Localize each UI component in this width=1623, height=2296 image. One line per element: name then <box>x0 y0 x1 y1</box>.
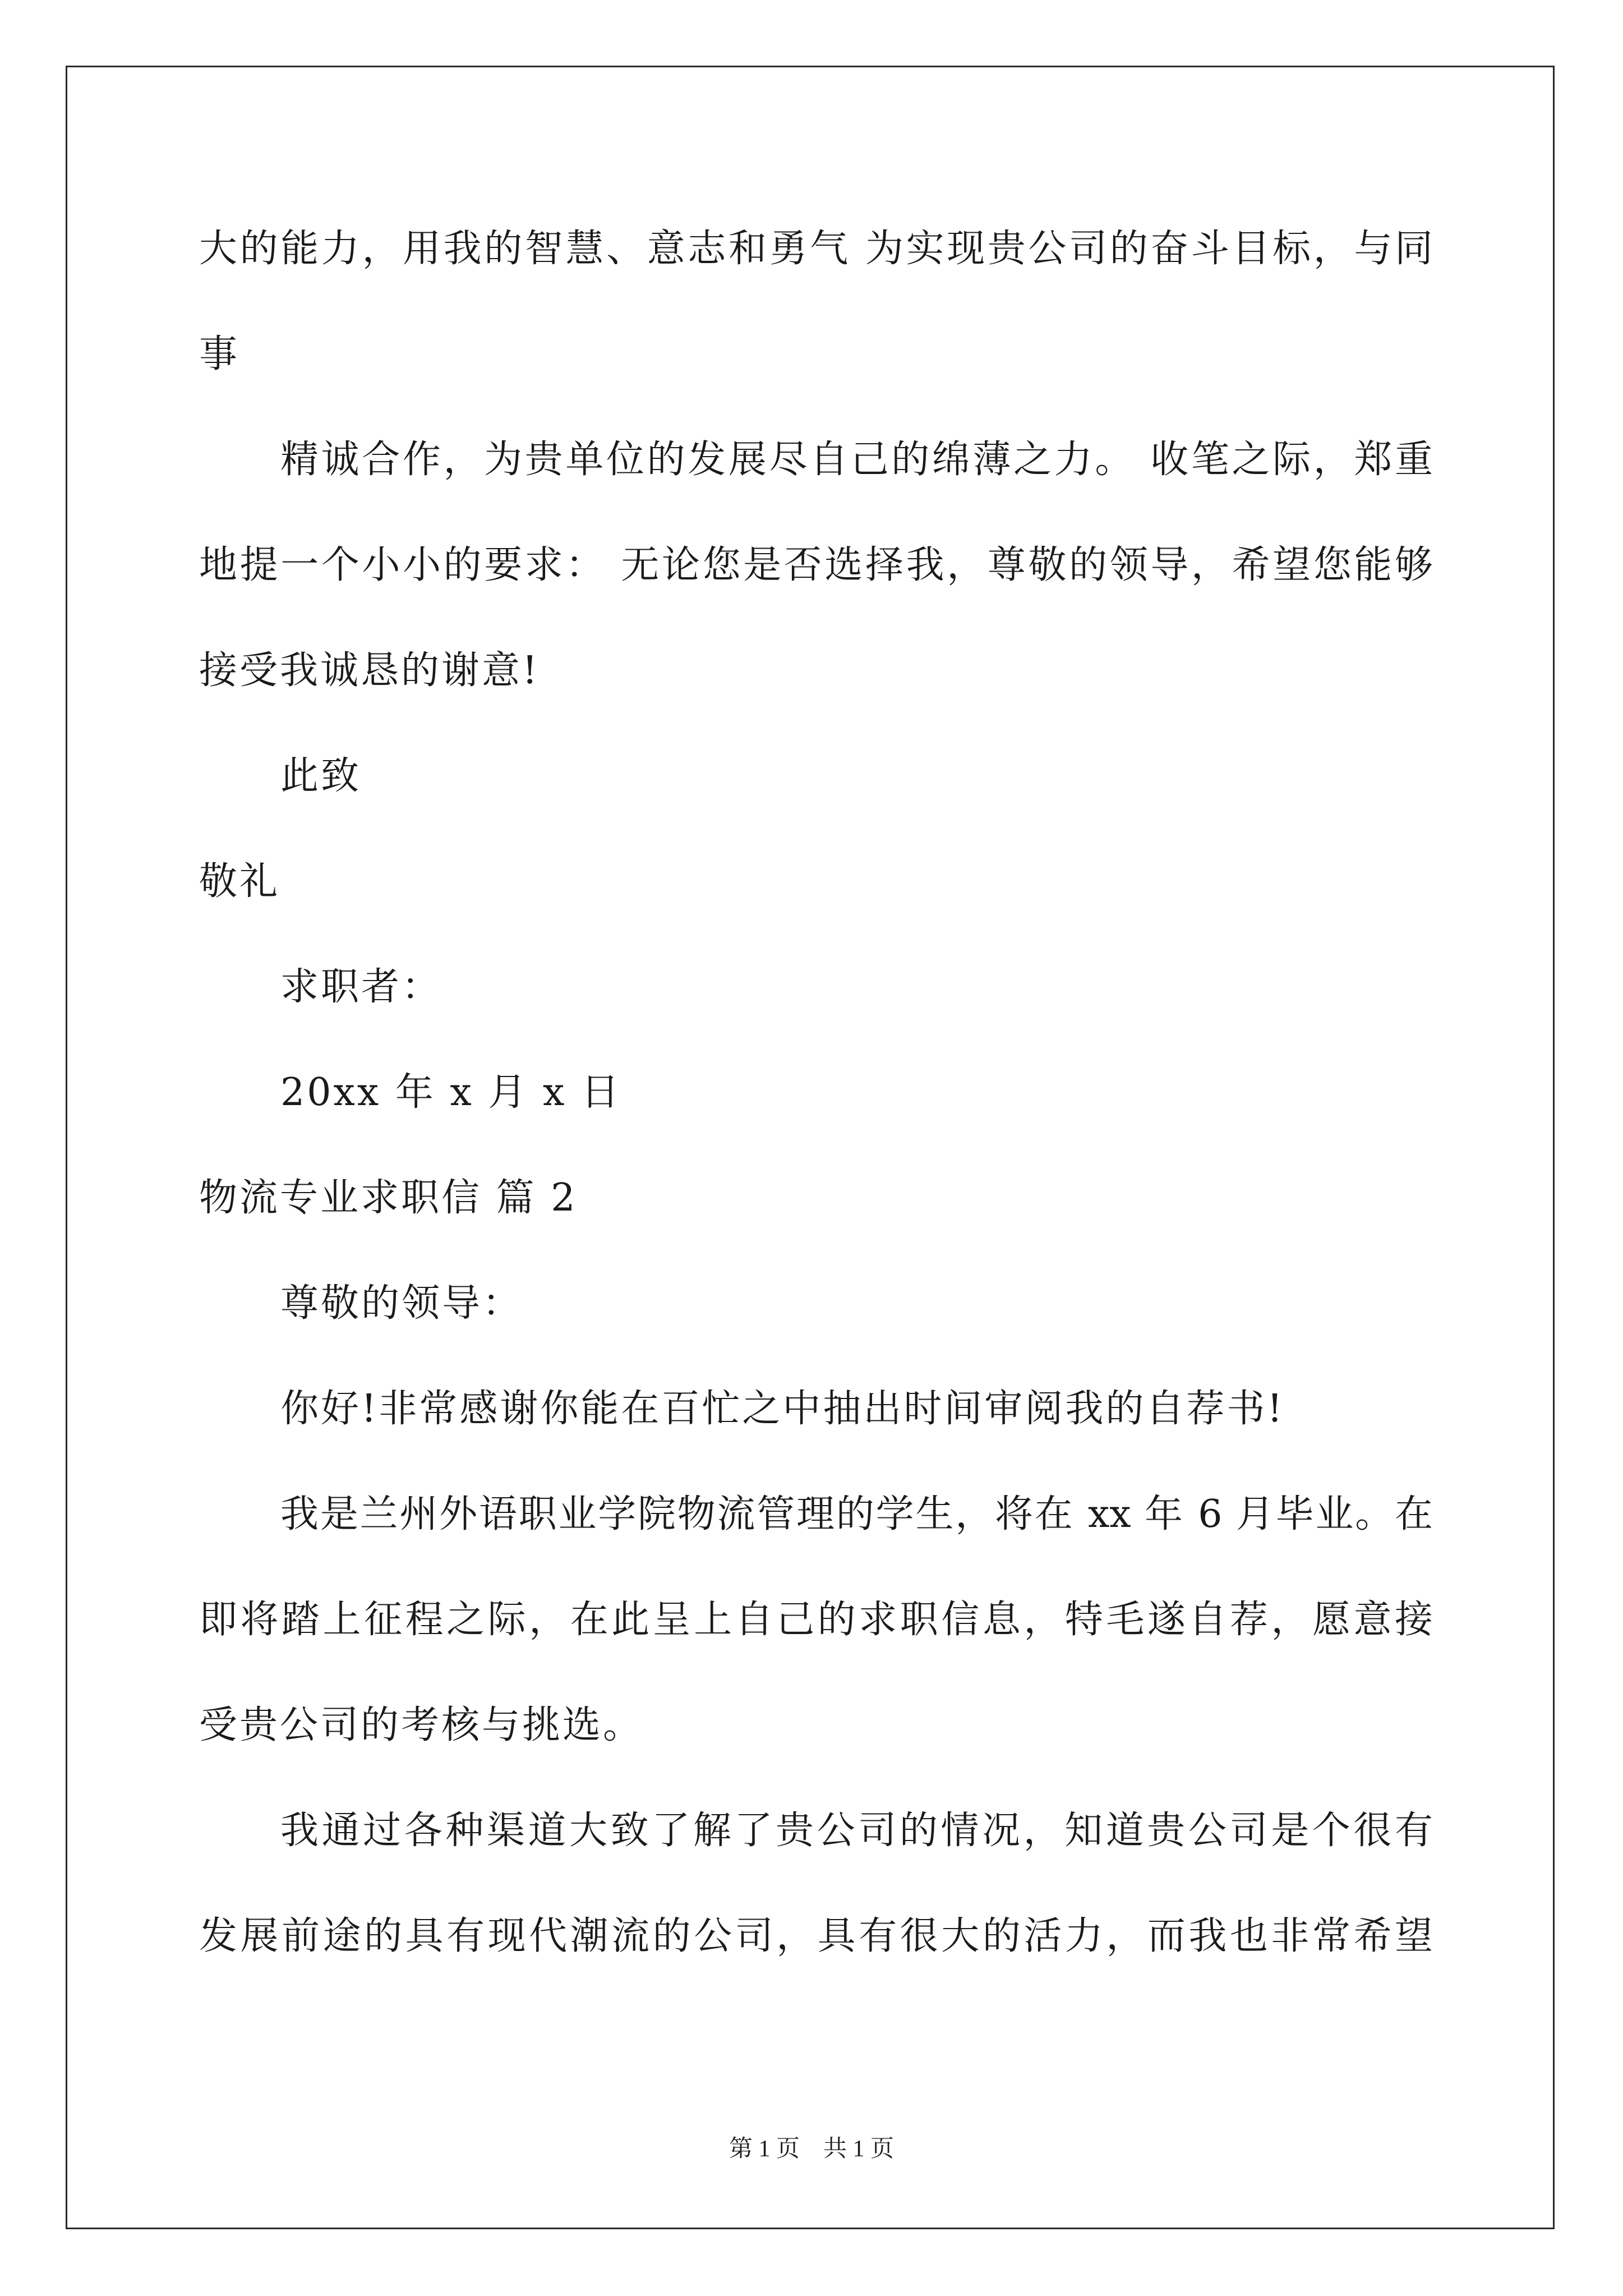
signature-line: 求职者： <box>280 965 442 1009</box>
paragraph-line: 精诚合作，为贵单位的发展尽自己的绵薄之力。 收笔之际，郑重 <box>280 438 1433 482</box>
page-footer: 第 1 页 共 1 页 <box>728 2136 894 2162</box>
section-title: 物流专业求职信 篇 2 <box>199 1176 578 1220</box>
paragraph-line: 发展前途的具有现代潮流的公司，具有很大的活力，而我也非常希望 <box>199 1914 1433 1958</box>
paragraph-line: 大的能力，用我的智慧、意志和勇气 为实现贵公司的奋斗目标，与同 <box>199 227 1433 271</box>
date-line: 20xx 年 x 月 x 日 <box>280 1070 622 1115</box>
greeting-line: 尊敬的领导： <box>280 1281 523 1326</box>
paragraph-line: 事 <box>199 332 240 376</box>
paragraph-line: 接受我诚恳的谢意! <box>199 648 540 693</box>
paragraph-line: 我通过各种渠道大致了解了贵公司的情况，知道贵公司是个很有 <box>280 1809 1433 1853</box>
salutation-line: 敬礼 <box>199 859 280 904</box>
paragraph-line: 地提一个小小的要求： 无论您是否选择我，尊敬的领导，希望您能够 <box>199 543 1433 587</box>
paragraph-line: 我是兰州外语职业学院物流管理的学生，将在 xx 年 6 月毕业。在 <box>280 1492 1433 1536</box>
salutation-line: 此致 <box>280 754 362 798</box>
paragraph-line: 你好!非常感谢你能在百忙之中抽出时间审阅我的自荐书! <box>280 1387 1285 1431</box>
page-border <box>66 66 1555 2229</box>
paragraph-line: 受贵公司的考核与挑选。 <box>199 1703 644 1747</box>
paragraph-line: 即将踏上征程之际，在此呈上自己的求职信息，特毛遂自荐，愿意接 <box>199 1598 1433 1642</box>
